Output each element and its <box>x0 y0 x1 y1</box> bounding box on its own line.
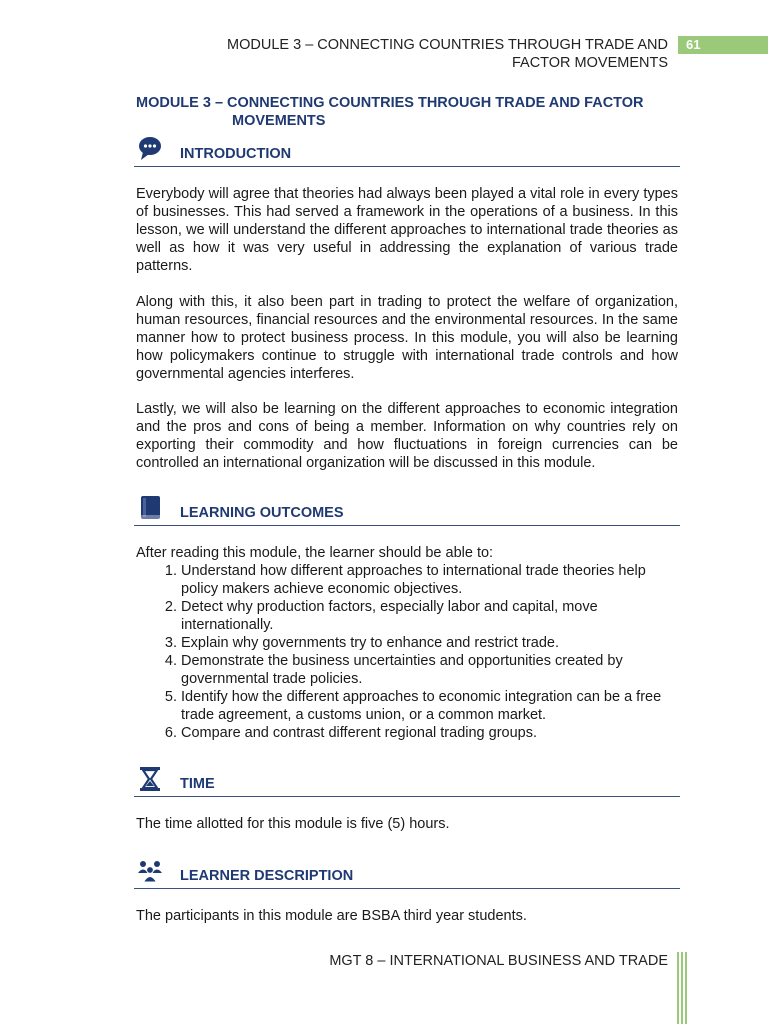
learning-outcomes-intro: After reading this module, the learner should be able to: <box>136 545 494 561</box>
module-title <box>136 94 696 130</box>
learning-outcomes-label: LEARNING OUTCOMES <box>180 505 344 521</box>
time-heading <box>134 766 680 797</box>
list-item: 5. Identify how the different approaches to economic integration can be a free trade agreement, a customs union, or a common market. <box>181 688 678 724</box>
introduction-paragraph-1: Everybody will agree that theories had always been played a vital role in every types of businesses. This had served a framework in the operations of a business. In this lesson, we will understand the different approaches to international trade theories as well as how it was very useful in addressing the explanation of various trade patterns. <box>136 186 678 274</box>
list-item: 3. Explain why governments try to enhance and restrict trade. <box>181 634 678 652</box>
learner-description-label: LEARNER DESCRIPTION <box>180 868 354 884</box>
footer-text: MGT 8 – INTERNATIONAL BUSINESS AND TRADE <box>329 953 668 969</box>
footer-bar <box>681 952 683 1024</box>
introduction-paragraph-3: Lastly, we will also be learning on the different approaches to economic integration and the pros and cons of being a member. Information on why countries rely on exporting their commodity and how fluctuations in foreign currencies can be controlled an international organization will be discussed in this module. <box>136 401 678 471</box>
introduction-heading <box>134 136 680 167</box>
learner-description-heading <box>134 858 680 889</box>
running-header-line1: MODULE 3 – CONNECTING COUNTRIES THROUGH TRADE AND <box>227 37 668 53</box>
list-item: 4. Demonstrate the business uncertainties and opportunities created by governmental trade policies. <box>181 652 678 688</box>
time-label: TIME <box>180 776 215 792</box>
module-title-line1: MODULE 3 – CONNECTING COUNTRIES THROUGH TRADE AND FACTOR <box>136 95 644 111</box>
running-header <box>108 36 668 72</box>
list-item: 6. Compare and contrast different regional trading groups. <box>181 724 678 742</box>
running-header-line2: FACTOR MOVEMENTS <box>511 55 668 71</box>
footer-bar <box>685 952 687 1024</box>
footer-bar <box>677 952 679 1024</box>
learning-outcomes-list <box>136 562 678 742</box>
introduction-label: INTRODUCTION <box>180 146 292 162</box>
list-item: 2. Detect why production factors, especially labor and capital, move internationally. <box>181 598 678 634</box>
people-group-icon <box>136 857 164 885</box>
learning-outcomes-heading <box>134 495 680 526</box>
speech-bubble-icon <box>136 135 164 163</box>
page-number: 61 <box>678 36 768 54</box>
learner-description-text: The participants in this module are BSBA third year students. <box>136 908 527 924</box>
book-icon <box>136 494 164 522</box>
time-text: The time allotted for this module is five (5) hours. <box>136 816 450 832</box>
list-item: 1. Understand how different approaches to international trade theories help policy makers achieve economic objectives. <box>181 562 678 598</box>
learning-outcomes-body <box>136 544 678 742</box>
module-title-line2: MOVEMENTS <box>232 113 326 129</box>
introduction-paragraph-2: Along with this, it also been part in trading to protect the welfare of organization, human resources, financial resources and the environmental resources. In the same manner how to protect business process. In this module, you will also be learning how policymakers continue to struggle with international trade controls and how governmental agencies interferes. <box>136 294 678 382</box>
hourglass-icon <box>136 765 164 793</box>
